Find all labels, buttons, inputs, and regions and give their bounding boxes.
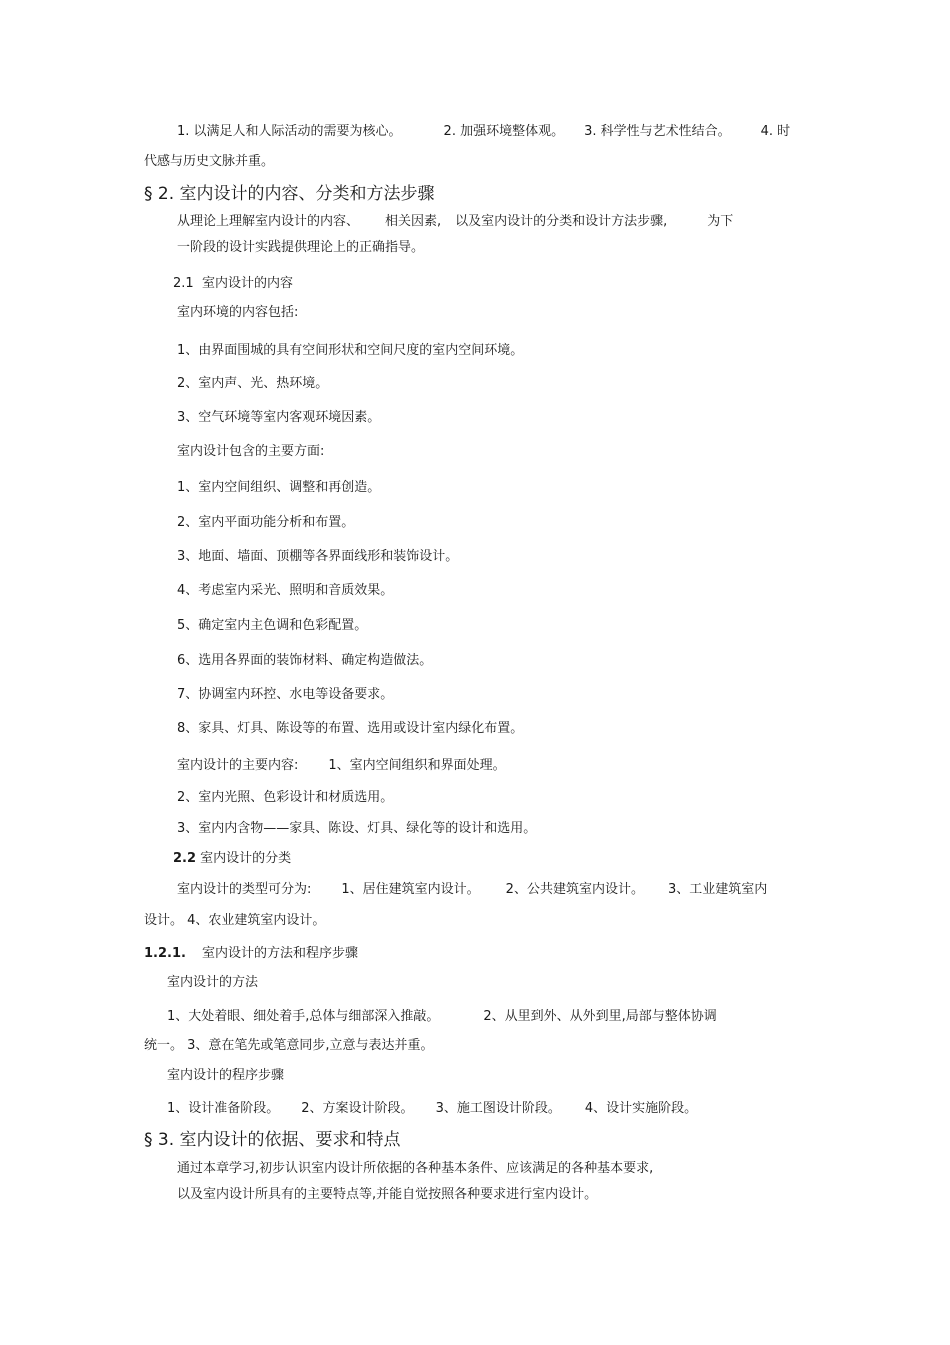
section-2-paragraph-line-2: 一阶段的设计实践提供理论上的正确指导。 bbox=[177, 240, 425, 255]
list-item: 5、确定室内主色调和色彩配置。 bbox=[177, 618, 368, 633]
list-item: 8、家具、灯具、陈设等的布置、选用或设计室内绿化布置。 bbox=[177, 721, 524, 736]
section-3-paragraph-line-1: 通过本章学习,初步认识室内设计所依据的各种基本条件、应该满足的各种基本要求, bbox=[177, 1161, 654, 1176]
section-2-title: § 2. 室内设计的内容、分类和方法步骤 bbox=[144, 184, 435, 204]
intro-point-4: 4. 时 bbox=[760, 124, 791, 139]
main-aspects-intro: 室内设计包含的主要方面: bbox=[177, 444, 325, 459]
intro-point-2: 2. 加强环境整体观。 bbox=[443, 124, 565, 139]
list-item: 3、空气环境等室内客观环境因素。 bbox=[177, 410, 381, 425]
step-item: 2、方案设计阶段。 bbox=[301, 1101, 414, 1116]
steps-line bbox=[167, 1100, 697, 1118]
main-content-item: 3、室内内含物——家具、陈设、灯具、绿化等的设计和选用。 bbox=[177, 821, 537, 836]
subsection-1-2-1-number: 1.2.1. bbox=[144, 946, 186, 961]
section-2-para-part-a: 从理论上理解室内设计的内容、 bbox=[177, 214, 360, 229]
method-item: 2、从里到外、从外到里,局部与整体协调 bbox=[483, 1009, 717, 1024]
list-item: 2、室内平面功能分析和布置。 bbox=[177, 515, 355, 530]
subsection-2-2-title: 室内设计的分类 bbox=[200, 851, 292, 866]
step-item: 3、施工图设计阶段。 bbox=[435, 1101, 561, 1116]
types-line-1 bbox=[177, 881, 767, 899]
intro-point-3: 3. 科学性与艺术性结合。 bbox=[584, 124, 731, 139]
intro-line-1 bbox=[177, 123, 790, 141]
env-intro: 室内环境的内容包括: bbox=[177, 305, 299, 320]
list-item: 1、由界面围城的具有空间形状和空间尺度的室内空间环境。 bbox=[177, 343, 524, 358]
section-2-para-part-c: 以及室内设计的分类和设计方法步骤, bbox=[455, 214, 668, 229]
list-item: 4、考虑室内采光、照明和音质效果。 bbox=[177, 583, 394, 598]
main-content-line-1 bbox=[177, 757, 506, 775]
main-content-label: 室内设计的主要内容: bbox=[177, 758, 299, 773]
list-item: 7、协调室内环控、水电等设备要求。 bbox=[177, 687, 394, 702]
subsection-1-2-1-heading bbox=[144, 945, 358, 963]
section-3-paragraph-line-2: 以及室内设计所具有的主要特点等,并能自觉按照各种要求进行室内设计。 bbox=[177, 1187, 598, 1202]
subsection-2-1-heading bbox=[173, 275, 293, 293]
types-label: 室内设计的类型可分为: bbox=[177, 882, 312, 897]
intro-point-1: 1. 以满足人和人际活动的需要为核心。 bbox=[177, 124, 402, 139]
subsection-2-1-title: 室内设计的内容 bbox=[201, 276, 293, 291]
section-2-paragraph-line-1 bbox=[177, 213, 733, 231]
methods-line-2: 统一。 3、意在笔先或笔意同步,立意与表达并重。 bbox=[144, 1038, 434, 1053]
type-item: 2、公共建筑室内设计。 bbox=[505, 882, 644, 897]
main-content-item: 1、室内空间组织和界面处理。 bbox=[328, 758, 506, 773]
type-item: 3、工业建筑室内 bbox=[667, 882, 768, 897]
section-2-para-part-b: 相关因素, bbox=[385, 214, 442, 229]
methods-line-1 bbox=[167, 1008, 717, 1026]
subsection-2-2-number: 2.2 bbox=[173, 851, 197, 866]
steps-title: 室内设计的程序步骤 bbox=[167, 1068, 285, 1083]
types-line-2: 设计。 4、农业建筑室内设计。 bbox=[144, 913, 326, 928]
subsection-2-2-heading bbox=[173, 850, 291, 868]
section-2-para-part-d: 为下 bbox=[707, 214, 734, 229]
list-item: 2、室内声、光、热环境。 bbox=[177, 376, 329, 391]
list-item: 3、地面、墙面、顶棚等各界面线形和装饰设计。 bbox=[177, 549, 459, 564]
methods-title: 室内设计的方法 bbox=[167, 975, 259, 990]
step-item: 1、设计准备阶段。 bbox=[167, 1101, 280, 1116]
step-item: 4、设计实施阶段。 bbox=[584, 1101, 698, 1116]
subsection-2-1-number: 2.1 bbox=[173, 276, 194, 291]
list-item: 6、选用各界面的装饰材料、确定构造做法。 bbox=[177, 653, 433, 668]
intro-line-2: 代感与历史文脉并重。 bbox=[144, 154, 275, 169]
method-item: 1、大处着眼、细处着手,总体与细部深入推敲。 bbox=[167, 1009, 440, 1024]
main-content-item: 2、室内光照、色彩设计和材质选用。 bbox=[177, 790, 394, 805]
list-item: 1、室内空间组织、调整和再创造。 bbox=[177, 480, 381, 495]
type-item: 1、居住建筑室内设计。 bbox=[341, 882, 480, 897]
section-3-title: § 3. 室内设计的依据、要求和特点 bbox=[144, 1130, 401, 1150]
subsection-1-2-1-title: 室内设计的方法和程序步骤 bbox=[201, 946, 358, 961]
